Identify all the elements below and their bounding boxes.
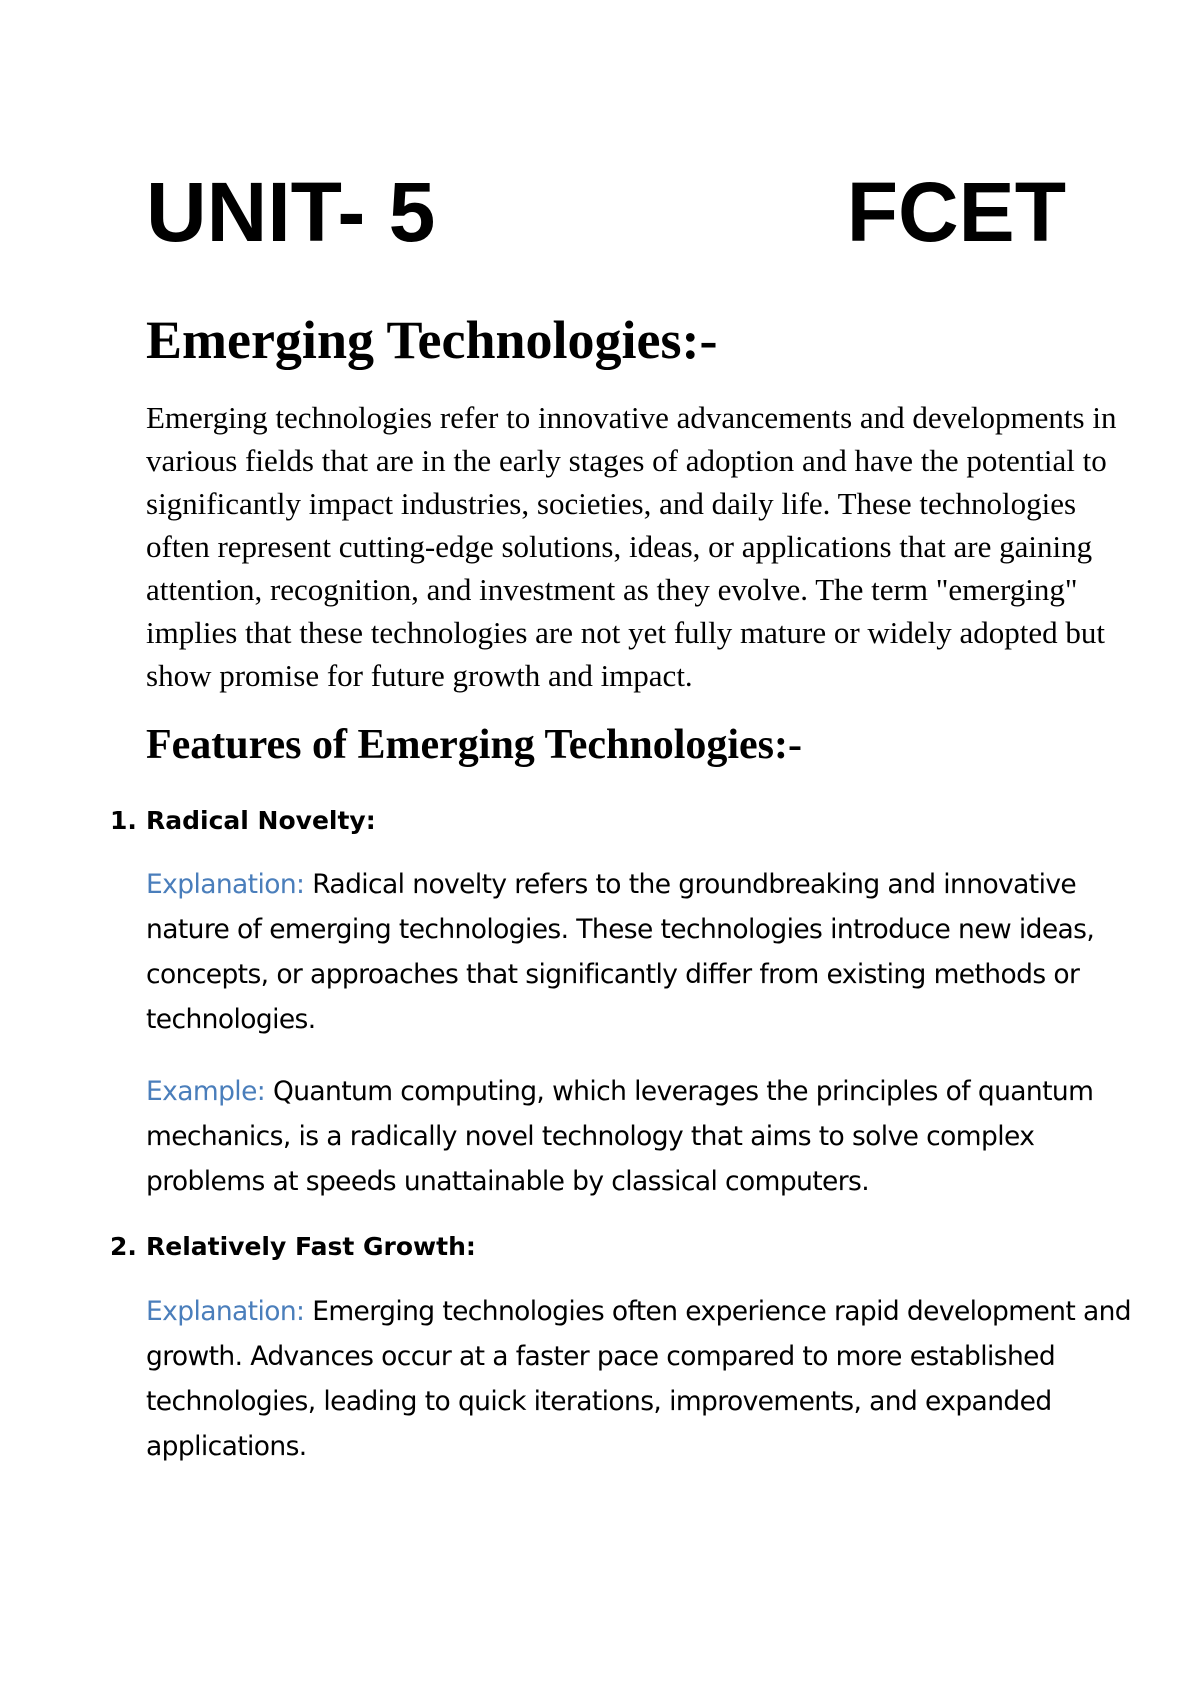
example-label: Example:: [146, 1076, 266, 1107]
org-label: FCET: [846, 165, 1066, 259]
unit-header: [146, 162, 1066, 262]
feature-1-example: [146, 1069, 1156, 1204]
feature-2-explanation: [146, 1289, 1156, 1469]
feature-2-number: 2.: [110, 1232, 137, 1261]
explanation-label: Explanation:: [146, 869, 305, 900]
explanation-text: Emerging technologies often experience rapid development and growth. Advances occur at a faster pace compared to more established technologies, leading to quick iterations, improvements, and expanded applications.: [146, 1296, 1132, 1462]
explanation-label: Explanation:: [146, 1296, 305, 1327]
explanation-text: Radical novelty refers to the groundbreaking and innovative nature of emerging technologies. These technologies introduce new ideas, concepts, or approaches that significantly differ from existing methods or technologies.: [146, 869, 1095, 1035]
intro-paragraph: Emerging technologies refer to innovative advancements and developments in various fields that are in the early stages of adoption and have the potential to significantly impact industries, societies, and daily life. These technologies often represent cutting-edge solutions, ideas, or applications that are gaining attention, recognition, and investment as they evolve. The term "emerging" implies that these technologies are not yet fully mature or widely adopted but show promise for future growth and impact.: [146, 400, 1117, 693]
feature-1-title-text: Radical Novelty:: [146, 806, 376, 835]
example-text: Quantum computing, which leverages the principles of quantum mechanics, is a radically novel technology that aims to solve complex problems at speeds unattainable by classical computers.: [146, 1076, 1094, 1197]
feature-2-title: [110, 1229, 476, 1265]
features-heading: Features of Emerging Technologies:-: [146, 722, 803, 768]
feature-2-title-text: Relatively Fast Growth:: [146, 1232, 476, 1261]
feature-1-explanation: [146, 862, 1156, 1042]
unit-label: UNIT- 5: [146, 165, 436, 259]
feature-1-title: [110, 803, 376, 839]
feature-1-number: 1.: [110, 806, 137, 835]
section-title: Emerging Technologies:-: [146, 310, 718, 370]
